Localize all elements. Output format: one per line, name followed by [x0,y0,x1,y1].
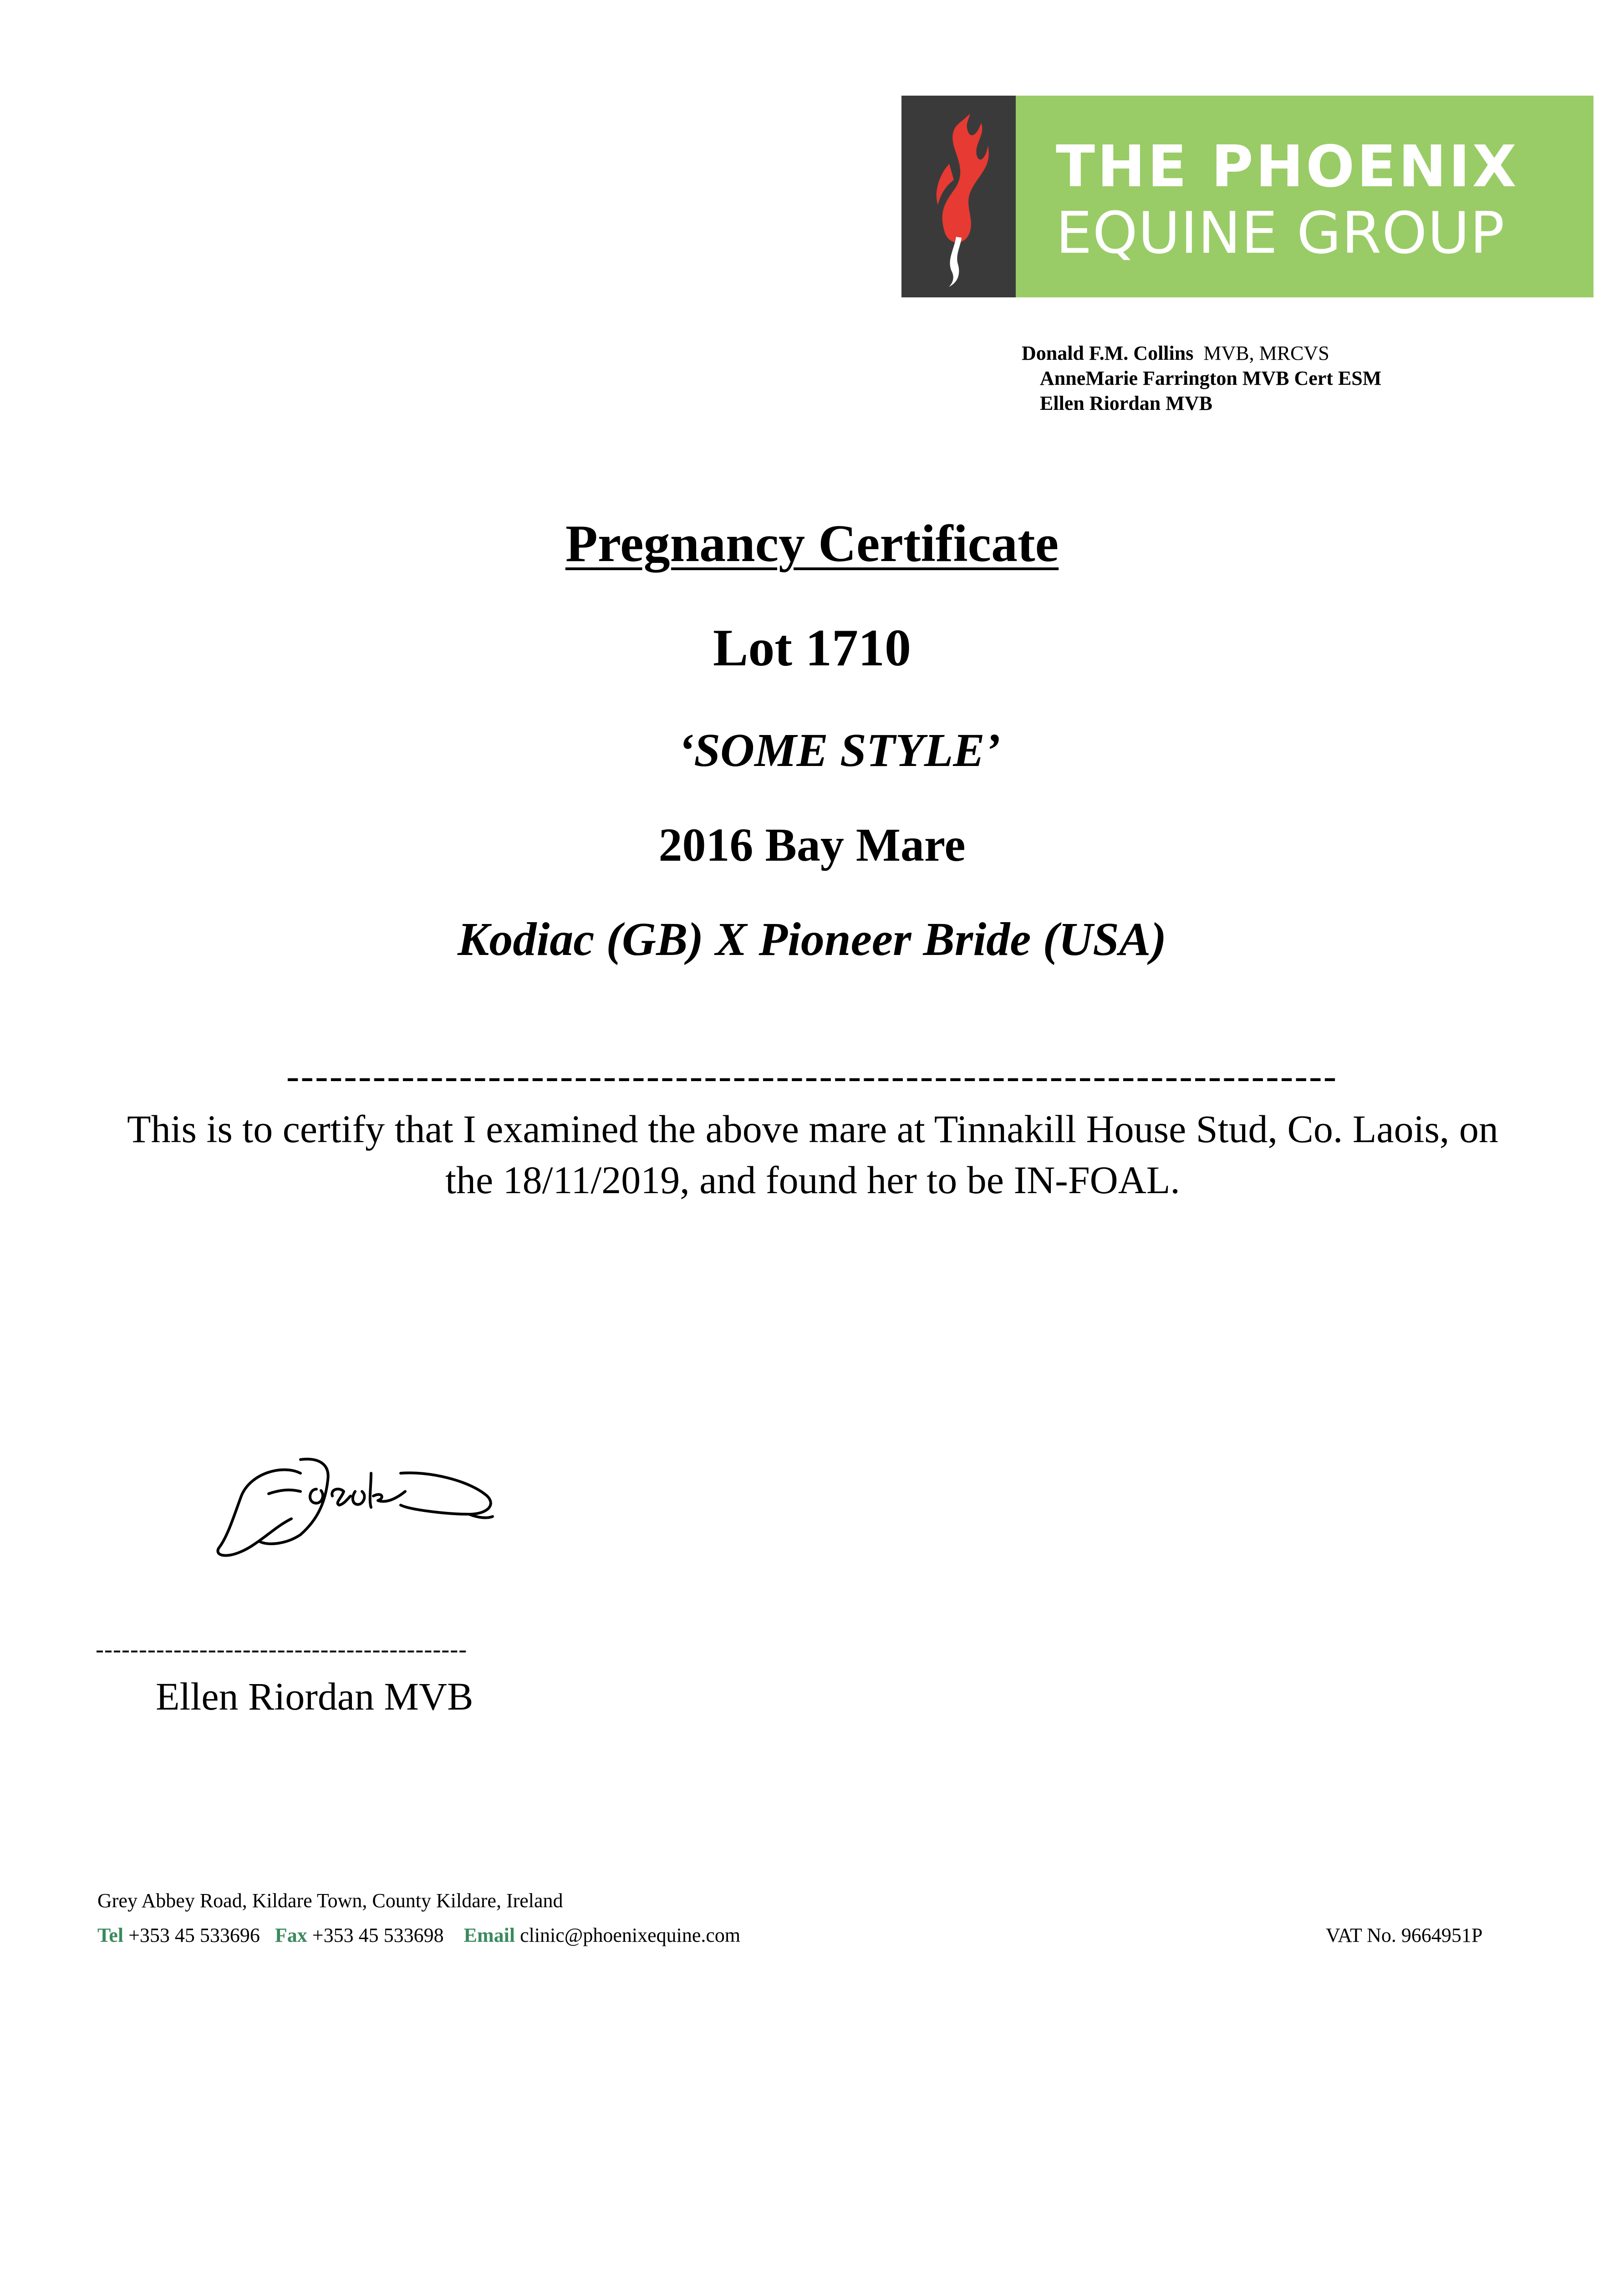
signature-line: ------------------------------------------- [96,1635,468,1663]
signatory-name: Ellen Riordan MVB [156,1675,473,1718]
staff-member: Ellen Riordan MVB [1040,392,1212,414]
horse-description: 2016 Bay Mare [658,819,966,871]
footer-address: Grey Abbey Road, Kildare Town, County Kildare, Ireland [97,1889,563,1912]
staff-member: AnneMarie Farrington MVB Cert ESM [1040,367,1382,389]
signature-image [214,1446,496,1569]
fax-label: Fax [275,1924,307,1946]
logo-line-1: THE PHOENIX [1056,133,1519,200]
logo-line-2: EQUINE GROUP [1056,199,1505,266]
company-logo [901,96,1593,297]
section-divider: ------------------------------------------------------------------------- [286,1054,1338,1098]
footer-contact [97,1924,740,1947]
staff-qualifications: MVB, MRCVS [1203,342,1329,364]
staff-name: Donald F.M. Collins [1022,342,1194,364]
tel-label: Tel [97,1924,124,1946]
horse-pedigree: Kodiac (GB) X Pioneer Bride (USA) [457,913,1167,965]
vat-number: VAT No. 9664951P [1326,1924,1483,1946]
horse-name: ‘SOME STYLE’ [678,724,1001,776]
fax-number: +353 45 533698 [312,1924,444,1946]
staff-list [1022,341,1381,416]
certificate-title: Pregnancy Certificate [565,515,1059,573]
email-address: clinic@phoenixequine.com [520,1924,741,1946]
phoenix-icon [901,96,1016,297]
tel-number: +353 45 533696 [128,1924,260,1946]
lot-number: Lot 1710 [713,619,911,677]
email-label: Email [463,1924,515,1946]
staff-member [1022,341,1381,366]
certification-statement: This is to certify that I examined the above mare at Tinnakill House Stud, Co. Laois, on the 18/11/2019, and found her to be IN-FOAL. [127,1107,1498,1202]
logo-wordmark [1016,96,1593,297]
